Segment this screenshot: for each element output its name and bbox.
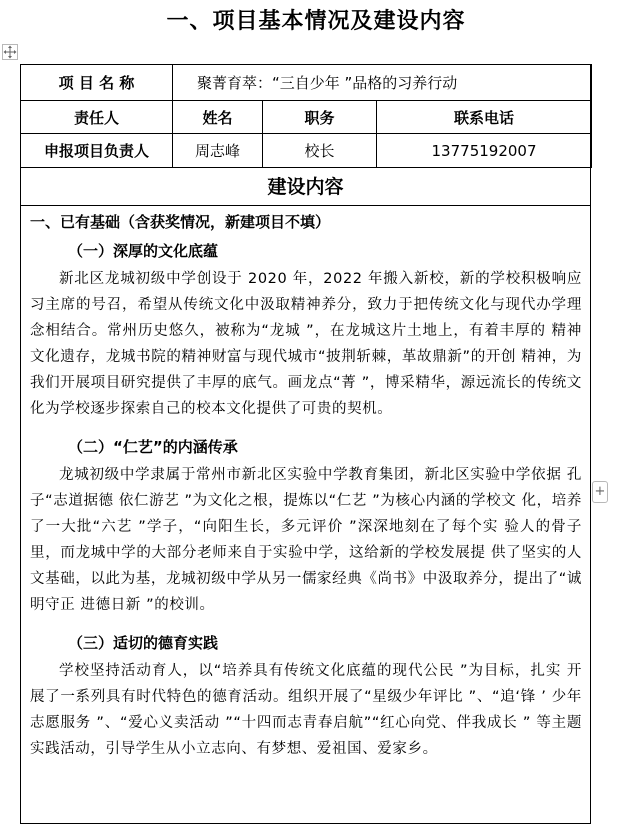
- subsection-heading: （二）“仁艺”的内涵传承: [68, 438, 238, 456]
- paragraph: 龙城初级中学隶属于常州市新北区实验中学教育集团，新北区实验中学依据 孔子“志道据德 依仁游艺 ”为文化之根，提炼以“仁艺 ”为核心内涵的学校文 化，培养了一大批“六艺 ”学子，“向阳生长，多元评价 ”深深地刻在了每个实 验人的骨子里，而龙城中学的大部分老师来自于实验中学，这给新的学校发展提 供了坚实的人文基础，以此为基，龙城初级中学从另一儒家经典《尚书》中汲取养分，提出了“诚明守正 进德日新 ”的校训。: [30, 467, 582, 613]
- row-position[interactable]: 校长: [263, 134, 377, 168]
- row-name[interactable]: 周志峰: [173, 134, 263, 168]
- table-row: [21, 65, 592, 101]
- header-name: 姓名: [173, 101, 263, 134]
- header-responsible: 责任人: [21, 101, 173, 134]
- row-role: 申报项目负责人: [21, 134, 173, 168]
- row-phone[interactable]: 13775192007: [377, 134, 592, 168]
- table-move-handle[interactable]: [2, 44, 18, 60]
- paragraph: 新北区龙城初级中学创设于 2020 年，2022 年搬入新校，新的学校积极响应习主席的号召，希望从传统文化中汲取精神养分，致力于把传统文化与现代办学理念相结合。常州历史悠久，被称为“龙城 ”，在龙城这片土地上，有着丰厚的 精神文化遗存，龙城书院的精神财富与现代城市“披荆斩棘，革故鼎新”的开创 精神，为我们开展项目研究提供了丰厚的底气。画龙点“菁 ”，博采精华，源远流长的传统文化为学校逐步探索自己的校本文化提供了可贵的契机。: [30, 271, 582, 417]
- project-info-table: [20, 64, 592, 168]
- paragraph: 学校坚持活动育人，以“培养具有传统文化底蕴的现代公民 ”为目标，扎实 开展了一系列具有时代特色的德育活动。组织开展了“星级少年评比 ”、“追‘锋 ’ 少年志愿服务 ”、“爱心义卖活动 ”“十四而志青春启航”“红心向党、伴我成长 ” 等主题实践活动，引导学生从小立志向、有梦想、爱祖国、爱家乡。: [30, 663, 582, 757]
- header-phone: 联系电话: [377, 101, 592, 134]
- project-name-value[interactable]: 聚菁育萃：“三自少年 ”品格的习养行动: [173, 65, 592, 101]
- content-body[interactable]: [30, 206, 582, 762]
- move-arrows-icon: [3, 45, 17, 59]
- header-position: 职务: [263, 101, 377, 134]
- plus-icon: +: [594, 484, 606, 499]
- table-row: [21, 134, 592, 168]
- add-row-button[interactable]: [592, 481, 608, 503]
- part-heading: 一、已有基础（含获奖情况，新建项目不填）: [30, 213, 331, 231]
- subsection-heading: （一）深厚的文化底蕴: [68, 242, 219, 260]
- page-title: 一、项目基本情况及建设内容: [166, 9, 466, 34]
- project-name-label: 项 目 名 称: [21, 65, 173, 101]
- table-row: [21, 101, 592, 134]
- subsection-heading: （三）适切的德育实践: [68, 634, 219, 652]
- section-heading: 建设内容: [20, 170, 591, 206]
